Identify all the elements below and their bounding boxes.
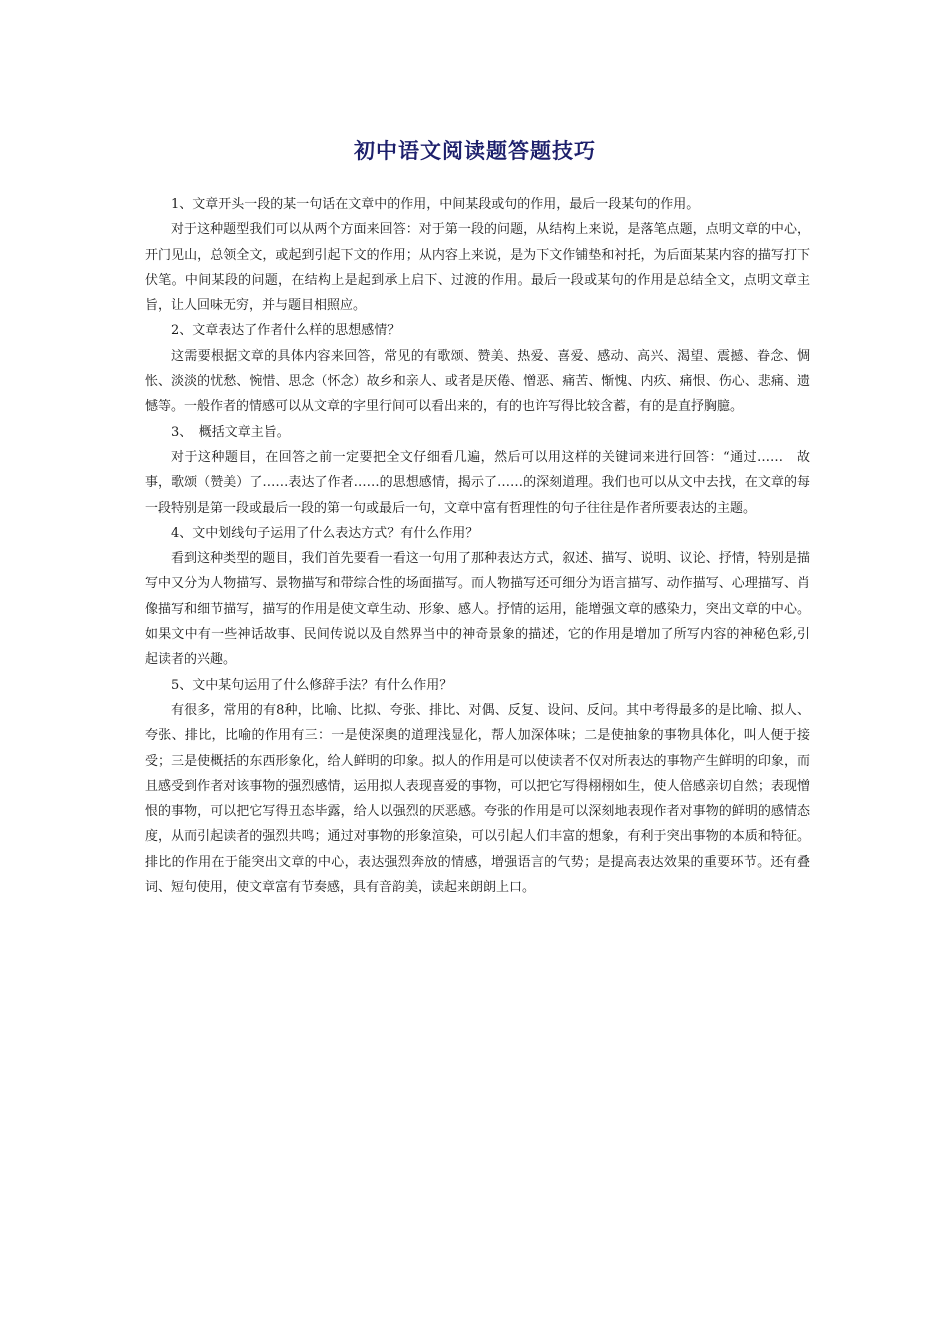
question-4-heading: 4、文中划线句子运用了什么表达方式？有什么作用？ [171,525,479,541]
question-1-heading: 1、文章开头一段的某一句话在文章中的作用，中间某段或句的作用，最后一段某句的作用。 [171,197,700,212]
answer-5-paragraph: 有很多，常用的有8种，比喻、比拟、夸张、排比、对偶、反复、设问、反问。其中考得最多的是比喻、拟人、夸张、排比，比喻的作用有三：一是使深奥的道理浅显化，帮人加深体味；二是使抽象的事物具体化，叫人便于接受；三是使概括的东西形象化，给人鲜明的印象。拟人的作用是可以使读者不仅对所表达的事物产生鲜明的印象，而且感受到作者对该事物的强烈感情，运用拟人表现喜爱的事物，可以把它写得栩栩如生，使人倍感亲切自然；表现憎恨的事物，可以把它写得丑态毕露，给人以强烈的厌恶感。夸张的作用是可以深刻地表现作者对事物的鲜明的感情态度，从而引起读者的强烈共鸣；通过对事物的形象渲染，可以引起人们丰富的想象，有利于突出事物的本质和特征。排比的作用在于能突出文章的中心，表达强烈奔放的情感，增强语言的气势；是提高表达效果的重要环节。还有叠词、短句使用，使文章富有节奏感，具有音韵美，读起来朗朗上口。 [145,702,810,896]
answer-4-paragraph: 看到这种类型的题目，我们首先要看一看这一句用了那种表达方式，叙述、描写、说明、议论、抒情，特别是描写中又分为人物描写、景物描写和带综合性的场面描写。而人物描写还可细分为语言描写、动作描写、心理描写、肖像描写和细节描写，描写的作用是使文章生动、形象、感人。抒情的运用，能增强文章的感染力，突出文章的中心。如果文中有一些神话故事、民间传说以及自然界当中的神奇景象的描述，它的作用是增加了所写内容的神秘色彩,引起读者的兴趣。 [145,551,810,668]
answer-1-paragraph: 对于这种题型我们可以从两个方面来回答：对于第一段的问题，从结构上来说，是落笔点题，点明文章的中心，开门见山，总领全文，或起到引起下文的作用；从内容上来说，是为下文作铺垫和衬托，为后面某某内容的描写打下伏笔。中间某段的问题，在结构上是起到承上启下、过渡的作用。最后一段或某句的作用是总结全文，点明文章主旨，让人回味无穷，并与题目相照应。 [145,222,810,314]
document-body [145,192,810,900]
question-3-heading: 3、 概括文章主旨。 [171,424,290,440]
answer-3-paragraph: 对于这种题目，在回答之前一定要把全文仔细看几遍，然后可以用这样的关键词来进行回答：“通过…… 故事，歌颂（赞美）了……表达了作者……的思想感情，揭示了……的深刻道理。我们也可以从文中去找，在文章的每一段特别是第一段或最后一段的第一句或最后一句，文章中富有哲理性的句子往往是作者所要表达的主题。 [145,449,810,516]
question-5-heading: 5、文中某句运用了什么修辞手法？有什么作用？ [171,677,453,693]
document-title: 初中语文阅读题答题技巧 [354,139,596,163]
answer-2-paragraph: 这需要根据文章的具体内容来回答，常见的有歌颂、赞美、热爱、喜爱、感动、高兴、渴望、震撼、眷念、惆怅、淡淡的忧愁、惋惜、思念（怀念）故乡和亲人、或者是厌倦、憎恶、痛苦、惭愧、内疚、痛恨、伤心、悲痛、遗憾等。一般作者的情感可以从文章的字里行间可以看出来的，有的也许写得比较含蓄，有的是直抒胸臆。 [145,348,810,415]
question-2-heading: 2、文章表达了作者什么样的思想感情？ [171,323,401,339]
